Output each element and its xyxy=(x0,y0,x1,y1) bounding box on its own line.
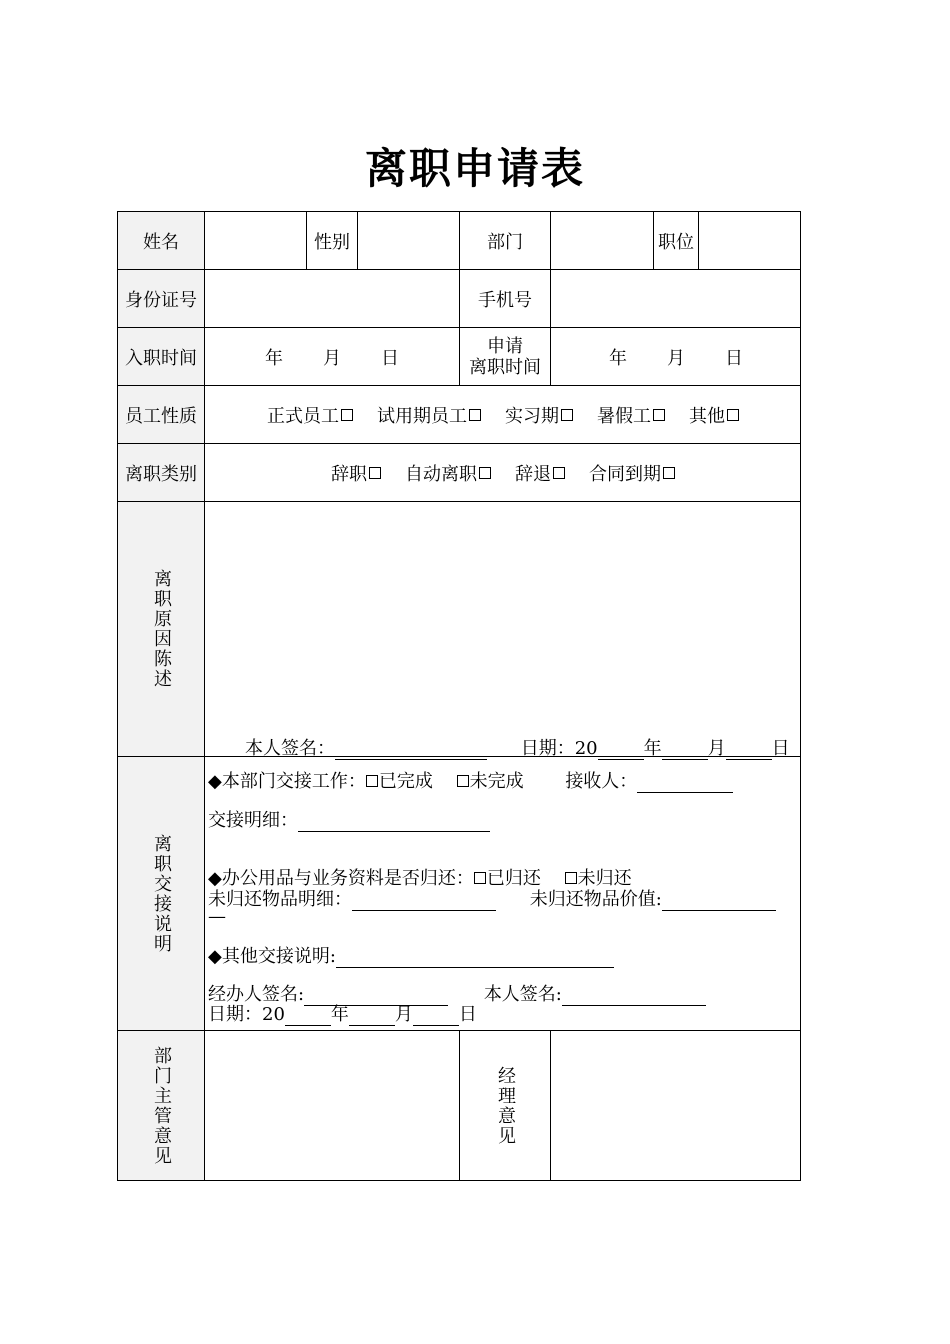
unreturned-value-blank[interactable] xyxy=(662,892,776,911)
detail-label: 交接明细： xyxy=(208,810,298,831)
id-card-field[interactable] xyxy=(204,269,459,327)
year-unit: 年 xyxy=(265,347,283,369)
leave-type-options xyxy=(204,443,801,501)
hire-date-field[interactable] xyxy=(204,327,459,385)
reason-sign-label: 本人签名： xyxy=(245,738,335,759)
year-unit: 年 xyxy=(643,738,662,759)
option-label: 暑假工 xyxy=(597,405,651,427)
apply-date-label-line1: 申请 xyxy=(487,335,523,357)
handover-date-line xyxy=(208,1000,477,1026)
option-label: 实习期 xyxy=(505,405,559,427)
checkbox[interactable] xyxy=(663,467,675,479)
checkbox[interactable] xyxy=(479,467,491,479)
self-sign-blank[interactable] xyxy=(562,987,706,1006)
checkbox[interactable] xyxy=(727,409,739,421)
option-summer[interactable] xyxy=(597,402,665,428)
option-label: 其他 xyxy=(689,405,725,427)
option-intern[interactable] xyxy=(505,402,573,428)
option-label: 辞职 xyxy=(331,463,367,485)
dash-line: — xyxy=(208,906,226,927)
month-blank[interactable] xyxy=(349,1007,395,1026)
day-unit: 日 xyxy=(771,738,790,759)
option-probation[interactable] xyxy=(377,402,481,428)
option-resign[interactable] xyxy=(331,460,381,486)
hire-date-label: 入职时间 xyxy=(117,327,204,385)
checkbox[interactable] xyxy=(474,872,486,884)
option-regular[interactable] xyxy=(267,402,353,428)
option-auto-leave[interactable] xyxy=(405,460,491,486)
option-dismissed[interactable] xyxy=(515,460,565,486)
apply-date-label xyxy=(459,327,550,385)
receiver-label: 接收人： xyxy=(565,771,638,792)
returned-label: 已归还 xyxy=(486,868,541,889)
option-label: 辞退 xyxy=(515,463,551,485)
unreturned-detail-label: 未归还物品明细： xyxy=(208,889,352,910)
employee-type-options xyxy=(204,385,801,443)
office-label: ◆办公用品与业务资料是否归还： xyxy=(208,868,474,889)
other-blank[interactable] xyxy=(336,949,614,968)
other-line xyxy=(208,942,614,968)
day-unit: 日 xyxy=(725,347,743,369)
checkbox[interactable] xyxy=(565,872,577,884)
day-unit: 日 xyxy=(381,347,399,369)
checkbox[interactable] xyxy=(369,467,381,479)
done-label: 已完成 xyxy=(378,771,433,792)
checkbox[interactable] xyxy=(561,409,573,421)
month-unit: 月 xyxy=(667,347,685,369)
receiver-blank[interactable] xyxy=(637,774,733,793)
handler-sign-label: 经办人签名: xyxy=(208,984,305,1005)
manager-opinion-field[interactable] xyxy=(550,1030,801,1181)
position-field[interactable] xyxy=(698,211,801,269)
month-unit: 月 xyxy=(707,738,726,759)
not-done-label: 未完成 xyxy=(469,771,524,792)
supervisor-label xyxy=(117,1030,204,1181)
form-title: 离职申请表 xyxy=(364,144,585,193)
checkbox[interactable] xyxy=(553,467,565,479)
option-contract-end[interactable] xyxy=(589,460,675,486)
detail-line xyxy=(208,806,490,832)
option-other[interactable] xyxy=(689,402,739,428)
month-unit: 月 xyxy=(323,347,341,369)
option-label: 自动离职 xyxy=(405,463,477,485)
name-field[interactable] xyxy=(204,211,306,269)
date-prefix: 日期：20 xyxy=(208,1004,285,1025)
year-blank[interactable] xyxy=(285,1007,331,1026)
checkbox[interactable] xyxy=(457,775,469,787)
year-unit: 年 xyxy=(330,1004,349,1025)
unreturned-detail-blank[interactable] xyxy=(352,892,496,911)
leave-type-label: 离职类别 xyxy=(117,443,204,501)
dept-work-label: ◆本部门交接工作： xyxy=(208,771,366,792)
apply-date-label-line2: 离职时间 xyxy=(469,356,541,378)
reason-label-text: 离职原因陈述 xyxy=(151,569,172,689)
handover-field xyxy=(204,756,801,1030)
unreturned-line xyxy=(208,885,776,911)
self-sign-label: 本人签名: xyxy=(483,984,562,1005)
year-unit: 年 xyxy=(609,347,627,369)
handover-label-text: 离职交接说明 xyxy=(151,833,172,954)
gender-field[interactable] xyxy=(357,211,459,269)
checkbox[interactable] xyxy=(366,775,378,787)
apply-date-field[interactable] xyxy=(550,327,801,385)
supervisor-opinion-field[interactable] xyxy=(204,1030,459,1181)
gender-label: 性别 xyxy=(306,211,357,269)
unreturned-value-label: 未归还物品价值: xyxy=(529,889,662,910)
checkbox[interactable] xyxy=(341,409,353,421)
option-label: 合同到期 xyxy=(589,463,661,485)
date-prefix: 日期：20 xyxy=(520,738,598,759)
reason-field[interactable] xyxy=(204,501,801,759)
name-label: 姓名 xyxy=(117,211,204,269)
day-blank[interactable] xyxy=(413,1007,459,1026)
other-label: ◆其他交接说明: xyxy=(208,946,336,967)
form-grid xyxy=(117,211,801,1181)
handover-label xyxy=(117,756,204,1030)
phone-label: 手机号 xyxy=(459,269,550,327)
detail-blank[interactable] xyxy=(298,813,490,832)
position-label: 职位 xyxy=(653,211,698,269)
employee-type-label: 员工性质 xyxy=(117,385,204,443)
not-returned-label: 未归还 xyxy=(577,868,632,889)
day-unit: 日 xyxy=(458,1004,477,1025)
checkbox[interactable] xyxy=(469,409,481,421)
reason-label xyxy=(117,501,204,756)
dept-field[interactable] xyxy=(550,211,653,269)
manager-label-text: 经理意见 xyxy=(495,1066,516,1146)
dept-label: 部门 xyxy=(459,211,550,269)
phone-field[interactable] xyxy=(550,269,801,327)
option-label: 正式员工 xyxy=(267,405,339,427)
checkbox[interactable] xyxy=(653,409,665,421)
option-label: 试用期员工 xyxy=(377,405,467,427)
id-card-label: 身份证号 xyxy=(117,269,204,327)
manager-label xyxy=(459,1030,550,1181)
supervisor-label-text: 部门主管意见 xyxy=(151,1046,172,1166)
dept-work-line xyxy=(208,767,733,793)
month-unit: 月 xyxy=(394,1004,413,1025)
